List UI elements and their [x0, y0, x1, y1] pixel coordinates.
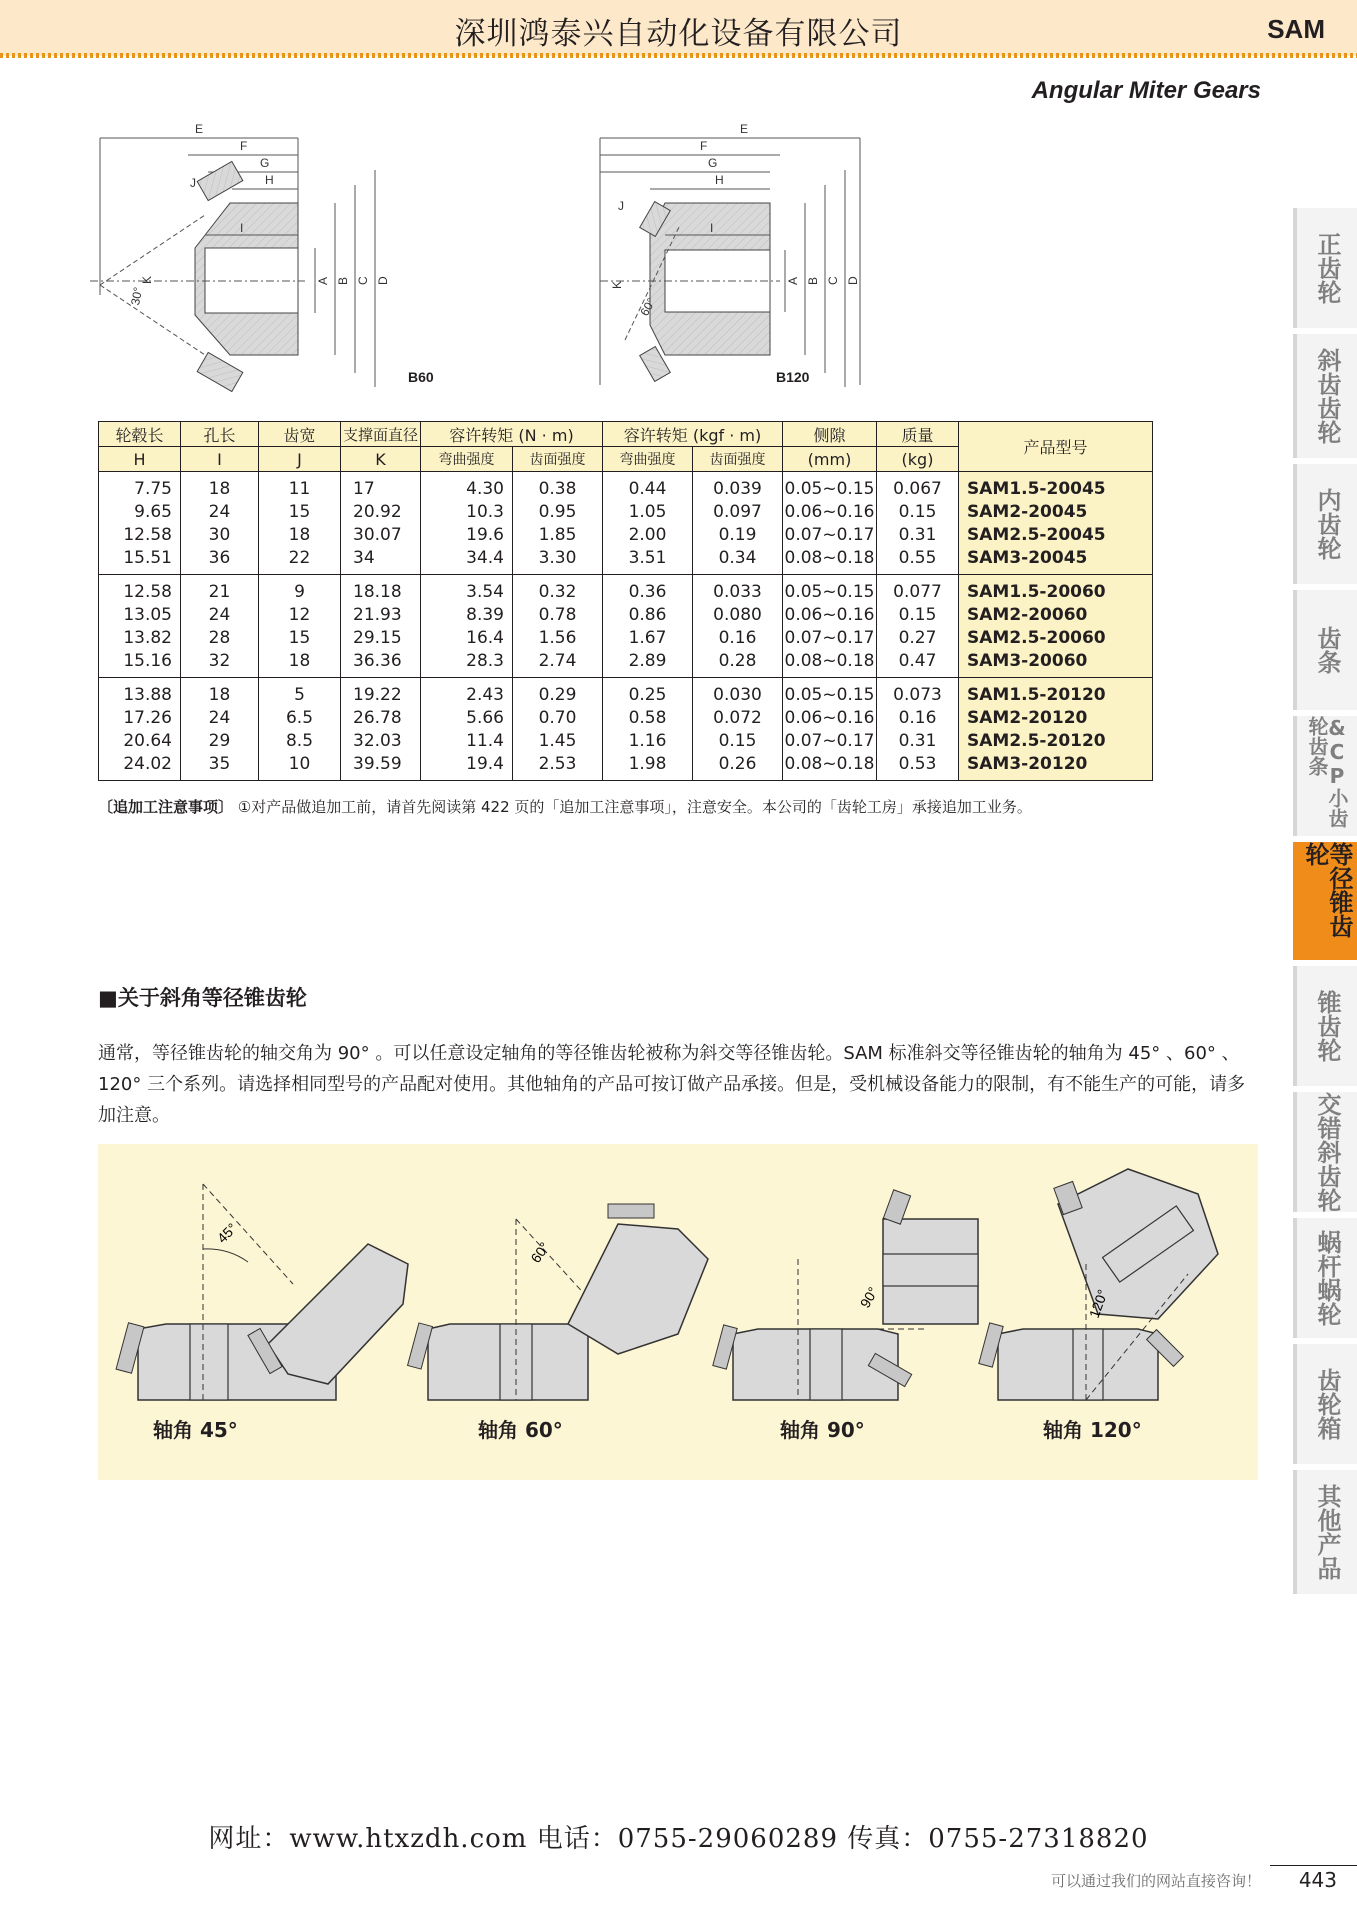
cell-value: 0.47 — [898, 651, 937, 671]
cell-value: 0.70 — [538, 708, 577, 728]
cell-value: SAM2-20045 — [967, 502, 1088, 522]
cell-mass — [877, 472, 959, 575]
cell-value: 0.53 — [898, 754, 937, 774]
cell-value: 0.08~0.18 — [784, 548, 875, 568]
dim-f-label: F — [700, 139, 708, 153]
dim-j-label: J — [618, 199, 624, 213]
tab-racks[interactable] — [1293, 590, 1357, 710]
cell-J — [259, 472, 341, 575]
cell-value: 5 — [294, 685, 305, 705]
cell-K — [341, 678, 421, 781]
cell-value: 19.22 — [353, 685, 402, 705]
cell-value: 17 — [353, 479, 375, 499]
cell-value: 0.039 — [713, 479, 762, 499]
cell-value: 3.54 — [466, 582, 504, 602]
illustration-label-90: 轴角 90° — [780, 1418, 865, 1442]
cell-value: 26.78 — [353, 708, 402, 728]
drawing-b60 — [90, 122, 434, 392]
cell-value: SAM1.5-20045 — [967, 479, 1106, 499]
dim-i-label: I — [710, 221, 714, 235]
cell-value: 39.59 — [353, 754, 402, 774]
dim-b-label: B — [336, 276, 350, 285]
header-dotted-rule — [0, 53, 1357, 58]
cell-value: 0.06~0.16 — [784, 502, 875, 522]
cell-J — [259, 678, 341, 781]
footer-contact: 网址：www.htxzdh.com 电话：0755-29060289 传真：0755-27318820 — [208, 1824, 1149, 1854]
col-header-bore-length: 孔长 — [181, 422, 259, 447]
cell-value: SAM3-20045 — [967, 548, 1088, 568]
series-code: SAM — [1267, 14, 1325, 44]
illustration-label-45: 轴角 45° — [153, 1418, 238, 1442]
cell-value: 0.08~0.18 — [784, 754, 875, 774]
cell-value: 22 — [288, 548, 311, 568]
tab-miter-gears[interactable] — [1293, 842, 1357, 960]
gear-pair-90 — [713, 1190, 978, 1400]
cell-kgf-bend — [603, 678, 693, 781]
tab-label: 等径锥齿轮 — [1301, 842, 1353, 938]
cell-value: 12.58 — [123, 582, 172, 602]
cell-value: 0.26 — [718, 754, 757, 774]
cell-value: SAM3-20060 — [967, 651, 1088, 671]
about-body: 通常，等径锥齿轮的轴交角为 90° 。可以任意设定轴角的等径锥齿轮被称为斜交等径锥齿轮。SAM 标准斜交等径锥齿轮的轴角为 45° 、60° 、120° 三个系列。请选择相同型号的产品配对使用。其他轴角的产品可按订做产品承接。但是，受机械设备能力的限制，有不能生产的可能，请多加注意。 — [98, 1043, 1246, 1126]
cell-value: 6.5 — [285, 708, 314, 728]
cell-mass — [877, 678, 959, 781]
cell-value: 3.51 — [628, 548, 667, 568]
cell-value: 0.080 — [713, 605, 762, 625]
cell-nm-surf — [513, 575, 603, 678]
cell-kgf-bend — [603, 472, 693, 575]
illustration-label-60: 轴角 60° — [478, 1418, 563, 1442]
angle-45-text: 45° — [213, 1219, 241, 1247]
cell-model — [959, 575, 1153, 678]
dim-d-label: D — [846, 276, 860, 285]
gear-pair-45 — [116, 1184, 408, 1400]
table-row-group — [99, 575, 1153, 678]
col-sub-i: I — [181, 447, 259, 472]
cell-value: 28 — [208, 628, 231, 648]
col-header-mass: 质量 — [877, 422, 959, 447]
cell-value: 21 — [208, 582, 231, 602]
col-sub-k: K — [341, 447, 421, 472]
cell-value: SAM3-20120 — [967, 754, 1088, 774]
cell-value: 1.45 — [538, 731, 577, 751]
cell-value: 18 — [288, 651, 311, 671]
cell-value: 0.15 — [898, 502, 937, 522]
cell-value: 12 — [288, 605, 311, 625]
cell-value: 0.15 — [898, 605, 937, 625]
tab-label: 交错斜齿轮 — [1313, 1092, 1341, 1212]
cell-value: 32.03 — [353, 731, 402, 751]
angle-60-label: 60° — [637, 295, 659, 319]
cell-value: 18.18 — [353, 582, 402, 602]
cell-value: 0.78 — [538, 605, 577, 625]
cell-value: 1.56 — [538, 628, 577, 648]
tab-label: 内齿轮 — [1313, 488, 1341, 560]
cell-value: 0.073 — [893, 685, 942, 705]
cell-value: 0.067 — [893, 479, 942, 499]
cell-value: 1.16 — [628, 731, 667, 751]
company-name: 深圳鸿泰兴自动化设备有限公司 — [454, 16, 903, 52]
tab-internal-gears[interactable] — [1293, 464, 1357, 584]
cell-H — [99, 472, 181, 575]
table-row-group — [99, 472, 1153, 575]
cell-value: 5.66 — [466, 708, 504, 728]
tab-label: 蜗杆蜗轮 — [1313, 1230, 1341, 1326]
cell-value: SAM2.5-20120 — [967, 731, 1106, 751]
dim-a-label: A — [786, 276, 800, 285]
cell-H — [99, 678, 181, 781]
cell-kgf-surf — [693, 472, 783, 575]
cell-value: 0.033 — [713, 582, 762, 602]
cell-value: 0.58 — [628, 708, 667, 728]
cell-value: 0.31 — [898, 525, 937, 545]
cell-value: 30 — [208, 525, 231, 545]
cell-value: 0.07~0.17 — [784, 628, 875, 648]
cell-value: 0.34 — [718, 548, 757, 568]
cell-value: SAM2.5-20060 — [967, 628, 1106, 648]
cell-value: 0.05~0.15 — [784, 479, 875, 499]
cell-value: 2.43 — [466, 685, 504, 705]
tab-screw-gears[interactable] — [1293, 1092, 1357, 1212]
cell-value: 10.3 — [466, 502, 504, 522]
cell-value: 2.74 — [538, 651, 577, 671]
cell-value: 18 — [288, 525, 311, 545]
cell-value: 17.26 — [123, 708, 172, 728]
cell-value: 13.88 — [123, 685, 172, 705]
cell-value: 7.75 — [134, 479, 172, 499]
cell-value: 15.16 — [123, 651, 172, 671]
tab-worm-gears[interactable] — [1293, 1218, 1357, 1338]
cell-value: 0.28 — [718, 651, 757, 671]
angle-30-label: 30° — [128, 286, 146, 307]
dim-b-label: B — [806, 276, 820, 285]
footer-note: 可以通过我们的网站直接咨询！ — [1050, 1872, 1261, 1890]
note-text: ①对产品做追加工前，请首先阅读第 422 页的「追加工注意事项」，注意安全。本公司的「齿轮工房」承接追加工业务。 — [237, 798, 1032, 816]
cell-nm-surf — [513, 678, 603, 781]
cell-K — [341, 472, 421, 575]
cell-value: 0.27 — [898, 628, 937, 648]
cell-value: 0.36 — [628, 582, 667, 602]
cell-value: 0.07~0.17 — [784, 525, 875, 545]
col-sub-h: H — [99, 447, 181, 472]
cell-nm-surf — [513, 472, 603, 575]
cell-I — [181, 575, 259, 678]
gear-pair-120 — [979, 1169, 1218, 1400]
cell-kgf-surf — [693, 575, 783, 678]
dim-g-label: G — [708, 156, 718, 170]
dim-c-label: C — [826, 276, 840, 285]
tab-label: 其他产品 — [1313, 1484, 1341, 1580]
angle-60-text: 60° — [527, 1239, 553, 1266]
cell-value: 19.4 — [466, 754, 504, 774]
cell-I — [181, 472, 259, 575]
cell-value: 36.36 — [353, 651, 402, 671]
cell-value: 19.6 — [466, 525, 504, 545]
cell-value: 0.15 — [718, 731, 757, 751]
cell-value: 1.85 — [538, 525, 577, 545]
cell-value: 2.00 — [628, 525, 667, 545]
cell-value: SAM2-20120 — [967, 708, 1088, 728]
dim-j-label: J — [190, 176, 196, 190]
cell-value: 28.3 — [466, 651, 504, 671]
drawing-type-b120: B120 — [776, 369, 810, 385]
col-sub-kg: (kg) — [877, 447, 959, 472]
cell-value: 0.06~0.16 — [784, 605, 875, 625]
cell-value: 24 — [208, 502, 231, 522]
cell-value: 10 — [288, 754, 311, 774]
dimension-drawings — [90, 115, 860, 395]
cell-I — [181, 678, 259, 781]
cell-value: SAM2-20060 — [967, 605, 1088, 625]
cell-K — [341, 575, 421, 678]
cell-nm-bend — [421, 678, 513, 781]
cell-value: 0.29 — [538, 685, 577, 705]
col-header-backlash: 侧隙 — [783, 422, 877, 447]
cell-value: 29.15 — [353, 628, 402, 648]
cell-value: 4.30 — [466, 479, 504, 499]
cell-value: 15 — [288, 628, 311, 648]
dim-f-label: F — [240, 139, 248, 153]
cell-value: 24 — [208, 708, 231, 728]
dim-a-label: A — [316, 276, 330, 285]
drawing-type-b60: B60 — [408, 369, 434, 385]
col-sub-mm: (mm) — [783, 447, 877, 472]
about-heading: ■关于斜角等径锥齿轮 — [98, 986, 307, 1010]
cell-value: 0.097 — [713, 502, 762, 522]
cell-value: 15.51 — [123, 548, 172, 568]
cell-kgf-bend — [603, 575, 693, 678]
tab-label: 锥齿轮 — [1313, 990, 1341, 1062]
cell-value: 0.32 — [538, 582, 577, 602]
cell-value: 0.030 — [713, 685, 762, 705]
tab-bevel-gears[interactable] — [1293, 966, 1357, 1086]
cell-value: 35 — [208, 754, 231, 774]
tab-label: 斜齿齿轮 — [1313, 348, 1341, 444]
cell-value: 32 — [208, 651, 231, 671]
cell-value: 8.39 — [466, 605, 504, 625]
cell-value: 8.5 — [285, 731, 314, 751]
angle-120-text: 120° — [1085, 1287, 1111, 1321]
cell-model — [959, 678, 1153, 781]
cell-mass — [877, 575, 959, 678]
cell-value: 20.92 — [353, 502, 402, 522]
cell-value: 29 — [208, 731, 231, 751]
cell-H — [99, 575, 181, 678]
cell-value: 15 — [288, 502, 311, 522]
gear-pair-60 — [408, 1204, 708, 1400]
cell-value: 9.65 — [134, 502, 172, 522]
cell-value: 3.30 — [538, 548, 577, 568]
spec-table-body — [99, 472, 1153, 781]
tab-label: &CP小齿轮齿条 — [1305, 716, 1349, 828]
col-sub-nm-bending: 弯曲强度 — [421, 447, 513, 472]
cell-value: 12.58 — [123, 525, 172, 545]
cell-value: 0.55 — [898, 548, 937, 568]
cell-value: 0.06~0.16 — [784, 708, 875, 728]
col-header-face-width: 齿宽 — [259, 422, 341, 447]
tab-label: 正齿轮 — [1313, 232, 1341, 304]
cell-backlash — [783, 472, 877, 575]
cell-value: 18 — [208, 479, 231, 499]
cell-value: 0.86 — [628, 605, 667, 625]
tab-label: 齿轮箱 — [1313, 1368, 1341, 1440]
section-title: Angular Miter Gears — [1031, 77, 1261, 104]
cell-value: 11 — [288, 479, 311, 499]
cell-value: 9 — [294, 582, 305, 602]
dim-d-label: D — [376, 276, 390, 285]
page-number: 443 — [1298, 1868, 1337, 1892]
cell-value: 0.072 — [713, 708, 762, 728]
cell-value: 0.077 — [893, 582, 942, 602]
cell-value: 0.19 — [718, 525, 757, 545]
angle-90-text: 90° — [856, 1284, 882, 1311]
cell-value: 24 — [208, 605, 231, 625]
col-header-torque-kgfm: 容许转矩 (kgf · m) — [603, 422, 783, 447]
tab-other-products[interactable] — [1293, 1470, 1357, 1594]
spec-table — [98, 421, 1153, 781]
dim-i-label: I — [240, 221, 244, 235]
illustration-label-120: 轴角 120° — [1043, 1418, 1142, 1442]
cell-backlash — [783, 575, 877, 678]
dim-h-label: H — [265, 173, 274, 187]
cell-nm-bend — [421, 575, 513, 678]
cell-value: 34.4 — [466, 548, 504, 568]
cell-value: 0.08~0.18 — [784, 651, 875, 671]
footer-divider — [1270, 1865, 1357, 1866]
cell-value: 30.07 — [353, 525, 402, 545]
drawing-b120 — [600, 122, 860, 387]
cell-value: 0.07~0.17 — [784, 731, 875, 751]
cell-value: 2.53 — [538, 754, 577, 774]
col-header-support-diameter: 支撑面直径 — [341, 422, 421, 447]
tab-cp-pinion-racks[interactable] — [1293, 716, 1357, 836]
dim-k-label: K — [140, 275, 154, 284]
cell-value: 0.05~0.15 — [784, 685, 875, 705]
cell-value: 11.4 — [466, 731, 504, 751]
tab-label: 齿条 — [1313, 626, 1341, 674]
col-sub-kgf-bending: 弯曲强度 — [603, 447, 693, 472]
cell-value: 1.05 — [628, 502, 667, 522]
cell-value: 0.25 — [628, 685, 667, 705]
dim-e-label: E — [195, 122, 204, 136]
cell-value: 0.95 — [538, 502, 577, 522]
cell-value: 34 — [353, 548, 375, 568]
col-header-model: 产品型号 — [959, 422, 1153, 472]
cell-value: 16.4 — [466, 628, 504, 648]
shaft-angle-illustrations — [98, 1144, 1258, 1480]
table-row-group — [99, 678, 1153, 781]
cell-nm-bend — [421, 472, 513, 575]
cell-value: 18 — [208, 685, 231, 705]
cell-model — [959, 472, 1153, 575]
machining-note — [98, 796, 1032, 817]
cell-value: 13.82 — [123, 628, 172, 648]
cell-value: 24.02 — [123, 754, 172, 774]
cell-value: 0.44 — [628, 479, 667, 499]
col-sub-kgf-surface: 齿面强度 — [693, 447, 783, 472]
col-header-hub-length: 轮毂长 — [99, 422, 181, 447]
cell-backlash — [783, 678, 877, 781]
tab-helical-gears[interactable] — [1293, 334, 1357, 458]
cell-value: 1.67 — [628, 628, 667, 648]
cell-value: 36 — [208, 548, 231, 568]
col-header-torque-nm: 容许转矩 (N · m) — [421, 422, 603, 447]
dim-e-label: E — [740, 122, 749, 136]
cell-value: 20.64 — [123, 731, 172, 751]
cell-value: 2.89 — [628, 651, 667, 671]
cell-value: SAM1.5-20060 — [967, 582, 1106, 602]
cell-value: 0.16 — [898, 708, 937, 728]
cell-value: SAM2.5-20045 — [967, 525, 1106, 545]
cell-kgf-surf — [693, 678, 783, 781]
cell-value: 13.05 — [123, 605, 172, 625]
tab-gearboxes[interactable] — [1293, 1344, 1357, 1464]
tab-spur-gears[interactable] — [1293, 208, 1357, 328]
dim-c-label: C — [356, 276, 370, 285]
dim-g-label: G — [260, 156, 270, 170]
cell-value: 21.93 — [353, 605, 402, 625]
note-label: 〔追加工注意事项〕 — [98, 798, 234, 816]
cell-value: 0.31 — [898, 731, 937, 751]
dim-k-label: K — [610, 280, 624, 289]
cell-J — [259, 575, 341, 678]
cell-value: 0.38 — [538, 479, 577, 499]
col-sub-nm-surface: 齿面强度 — [513, 447, 603, 472]
cell-value: 1.98 — [628, 754, 667, 774]
cell-value: 0.05~0.15 — [784, 582, 875, 602]
col-sub-j: J — [259, 447, 341, 472]
cell-value: 0.16 — [718, 628, 757, 648]
cell-value: SAM1.5-20120 — [967, 685, 1106, 705]
dim-h-label: H — [715, 173, 724, 187]
